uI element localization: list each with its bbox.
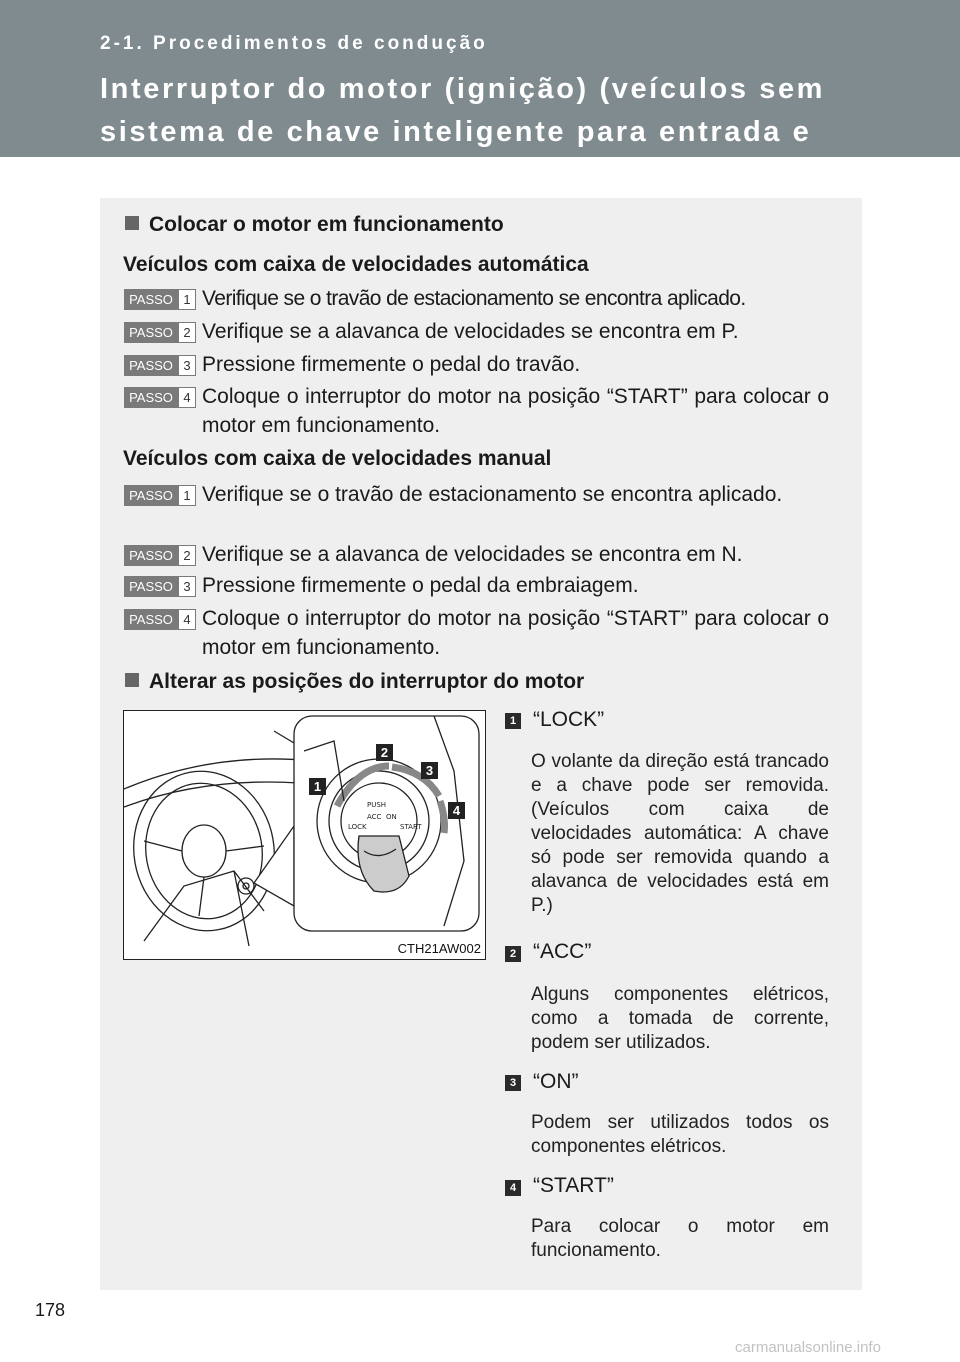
watermark: carmanualsonline.info [735,1339,881,1356]
step-badge: PASSO 4 [124,609,196,630]
ignition-diagram [124,711,485,959]
section-label: 2-1. Procedimentos de condução [100,33,488,54]
step-text: Verifique se o travão de estacionamento se encontra aplicado. [202,483,783,506]
position-desc-on: Podem ser utilizados todos os componentes elétricos. [531,1112,829,1157]
callout-3: 3 [425,763,434,778]
push-label: PUSH [367,801,387,809]
position-desc-lock: O volante da direção está trancado e a chave pode ser removida. (Veículos com caixa de velocidades automática: A chave só pode ser removida quando a alavanca de velocidades está em P.) [531,751,829,916]
page-title: Interruptor do motor (ignição) (veículos sem sistema de chave inteligente para entrada e arranque) [100,73,826,191]
step-badge: PASSO 2 [124,545,196,566]
callout-2: 2 [380,745,389,760]
start-engine-heading: Colocar o motor em funcionamento [125,213,504,237]
step-text: Pressione firmemente o pedal do travão. [202,353,581,376]
positions-heading: Alterar as posições do interruptor do motor [125,670,584,694]
position-desc-acc: Alguns componentes elétricos, como a tomada de corrente, podem ser utilizados. [531,984,829,1053]
position-badge-3: 3 [505,1075,521,1091]
position-badge-4: 4 [505,1180,521,1196]
automatic-heading: Veículos com caixa de velocidades automática [123,253,589,276]
on-label: ON [386,813,397,821]
start-label: START [400,823,422,831]
ignition-switch-illustration [123,710,486,960]
chapter-header [0,0,960,191]
square-bullet-icon [125,673,139,687]
step-badge: PASSO 1 [124,485,196,506]
position-title-acc: “ACC” [533,940,592,963]
acc-label: ACC [367,813,382,821]
position-badge-1: 1 [505,713,521,729]
position-title-lock: “LOCK” [533,708,605,731]
step-text: Verifique se o travão de estacionamento se encontra aplicado. [202,287,746,310]
figure-code: CTH21AW002 [397,941,481,956]
lock-label: LOCK [348,823,367,831]
step-text: Coloque o interruptor do motor na posição “START” para colocar o motor em funcionamento. [202,607,829,659]
step-text: Verifique se a alavanca de velocidades se encontra em N. [202,543,743,566]
manual-heading: Veículos com caixa de velocidades manual [123,447,552,470]
position-desc-start: Para colocar o motor em funcionamento. [531,1216,829,1261]
callout-4: 4 [452,803,461,818]
callout-1: 1 [313,779,322,794]
step-badge: PASSO 3 [124,355,196,376]
step-text: Verifique se a alavanca de velocidades se encontra em P. [202,320,739,343]
step-badge: PASSO 1 [124,289,196,310]
position-title-start: “START” [533,1174,614,1197]
step-badge: PASSO 3 [124,576,196,597]
step-text: Coloque o interruptor do motor na posição “START” para colocar o motor em funcionamento. [202,385,829,437]
page-number: 178 [35,1300,66,1320]
step-badge: PASSO 4 [124,387,196,408]
position-title-on: “ON” [533,1070,579,1093]
square-bullet-icon [125,216,139,230]
position-badge-2: 2 [505,946,521,962]
step-text: Pressione firmemente o pedal da embraiagem. [202,574,639,597]
step-badge: PASSO 2 [124,322,196,343]
